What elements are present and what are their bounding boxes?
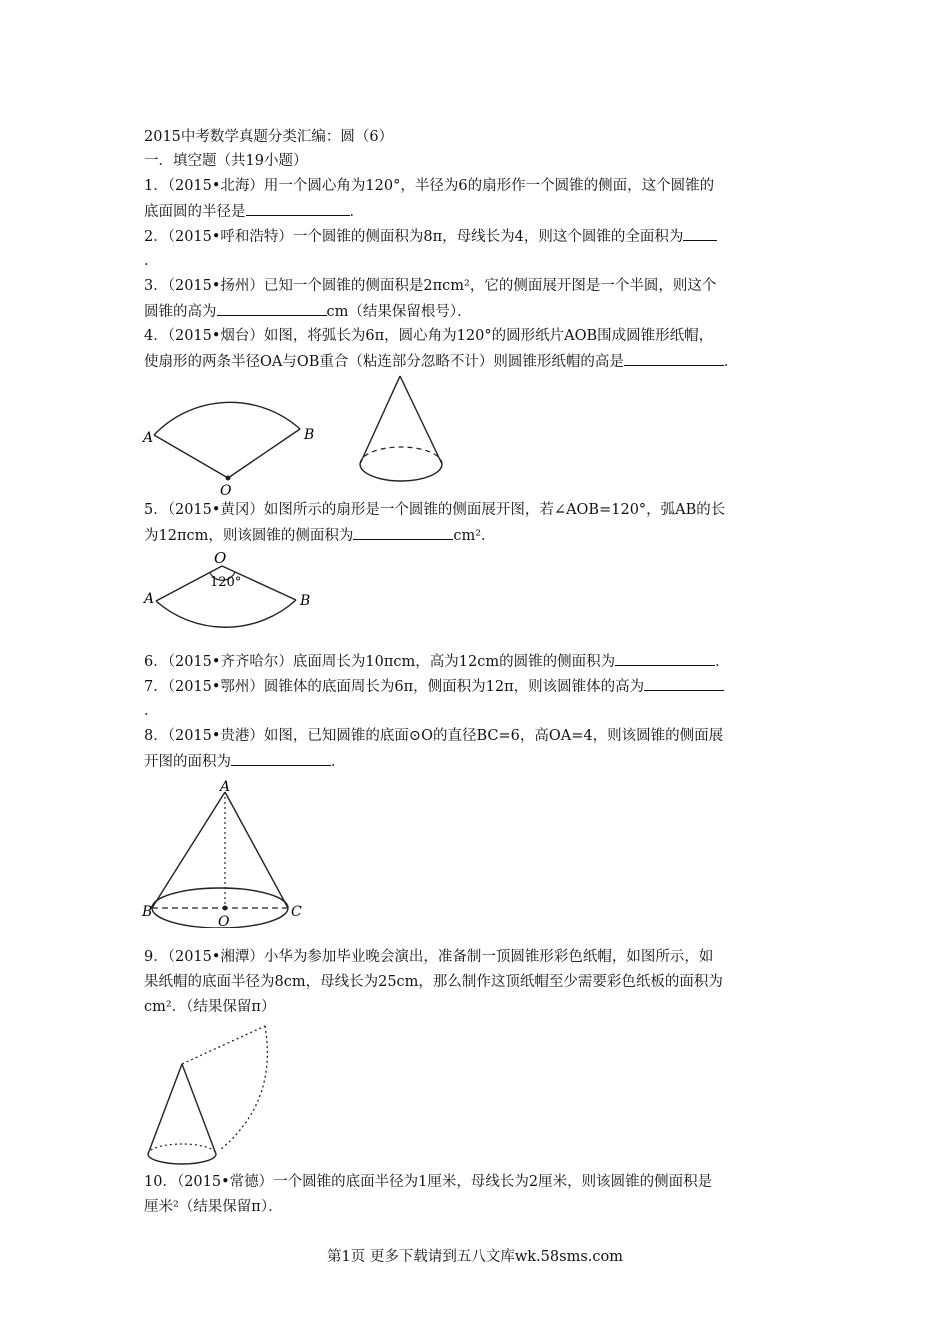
q6-text: 6．（2015•齐齐哈尔）底面周长为10πcm，高为12cm的圆锥的侧面积为 — [144, 654, 616, 670]
page-footer: 第1页 更多下载请到五八文库wk.58sms.com — [327, 1249, 623, 1265]
q8-label-c: C — [291, 904, 302, 920]
q9-line2: 果纸帽的底面半径为8cm，母线长为25cm，那么制作这顶纸帽至少需要彩色纸板的面积为 — [144, 974, 723, 990]
q3-line2 — [144, 301, 472, 322]
q5-line1: 5．（2015•黄冈）如图所示的扇形是一个圆锥的侧面展开图，若∠AOB=120°，弧AB的长 — [144, 502, 726, 518]
q1-line1: 1．（2015•北海）用一个圆心角为120°，半径为6的扇形作一个圆锥的侧面，这个圆锥的 — [144, 178, 715, 194]
q4-text: 使扇形的两条半径OA与OB重合（粘连部分忽略不计）则圆锥形纸帽的高是 — [144, 354, 624, 370]
q4-label-a: A — [143, 430, 154, 446]
q8-line1: 8．（2015•贵港）如图，已知圆锥的底面⊙O的直径BC=6，高OA=4，则该圆锥的侧面展 — [144, 728, 724, 744]
q7-end: ． — [144, 703, 159, 719]
q7-text: 7．（2015•鄂州）圆锥体的底面周长为6π，侧面积为12π，则该圆锥体的高为 — [144, 679, 645, 695]
q9-cone-figure — [140, 1022, 290, 1170]
q8-answer-blank[interactable] — [231, 751, 331, 766]
q3-unit: cm（结果保留根号）． — [326, 304, 472, 320]
q4-label-o: O — [220, 483, 232, 495]
q5-label-o: O — [214, 549, 227, 567]
q1-end: ． — [349, 204, 364, 220]
q4-line1: 4．（2015•烟台）如图，将弧长为6π，圆心角为120°的圆形纸片AOB围成圆锥形纸帽， — [144, 328, 714, 344]
q2-answer-blank[interactable] — [683, 226, 717, 241]
q8-label-o: O — [218, 914, 230, 928]
q9-line1: 9．（2015•湘潭）小华为参加毕业晚会演出，准备制一顶圆锥形彩色纸帽，如图所示，如 — [144, 949, 714, 965]
q8-label-b: B — [142, 904, 153, 920]
q10-line2: 厘米²（结果保留π）． — [144, 1199, 283, 1215]
q4-label-b: B — [304, 427, 315, 443]
q7-line1 — [144, 676, 724, 697]
section-heading: 一．填空题（共19小题） — [144, 153, 308, 169]
q2-line1 — [144, 226, 717, 247]
q4-answer-blank[interactable] — [624, 351, 724, 366]
q1-line2 — [144, 201, 364, 222]
q8-end: ． — [331, 754, 346, 770]
q8-cone-figure — [140, 778, 315, 928]
q3-line1: 3．（2015•扬州）已知一个圆锥的侧面积是2πcm²，它的侧面展开图是一个半圆，则这个 — [144, 278, 717, 294]
q5-label-b: B — [300, 593, 311, 609]
q5-text: 为12πcm，则该圆锥的侧面积为 — [144, 528, 354, 544]
q9-line3: cm²．（结果保留π） — [144, 999, 276, 1015]
q5-unit: cm²． — [453, 528, 496, 544]
q4-end: ． — [723, 354, 739, 370]
q8-label-a: A — [220, 779, 231, 795]
q8-line2 — [144, 751, 346, 772]
q4-line2 — [144, 351, 738, 372]
q2-text: 2．（2015•呼和浩特）一个圆锥的侧面积为8π，母线长为4，则这个圆锥的全面积为 — [144, 229, 684, 245]
q5-label-a: A — [144, 591, 155, 607]
q2-end: ． — [144, 253, 159, 269]
q6-answer-blank[interactable] — [615, 651, 715, 666]
q6-line1 — [144, 651, 730, 672]
q4-cone-figure — [350, 372, 450, 497]
q10-line1: 10．（2015•常德）一个圆锥的底面半径为1厘米，母线长为2厘米，则该圆锥的侧面积是 — [144, 1174, 713, 1190]
page-title: 2015中考数学真题分类汇编：圆（6） — [144, 129, 394, 145]
q1-answer-blank[interactable] — [246, 201, 350, 216]
q7-answer-blank[interactable] — [644, 676, 724, 691]
q5-sector-figure — [140, 548, 320, 648]
q8-text: 开图的面积为 — [144, 754, 231, 770]
q3-answer-blank[interactable] — [217, 301, 327, 316]
q5-line2 — [144, 525, 496, 546]
q5-answer-blank[interactable] — [353, 525, 453, 540]
q3-text: 圆锥的高为 — [144, 304, 217, 320]
q6-end: ． — [715, 654, 730, 670]
q4-sector-figure — [140, 385, 330, 495]
q1-text: 底面圆的半径是 — [144, 204, 246, 220]
q5-angle-label: 120° — [210, 575, 242, 590]
